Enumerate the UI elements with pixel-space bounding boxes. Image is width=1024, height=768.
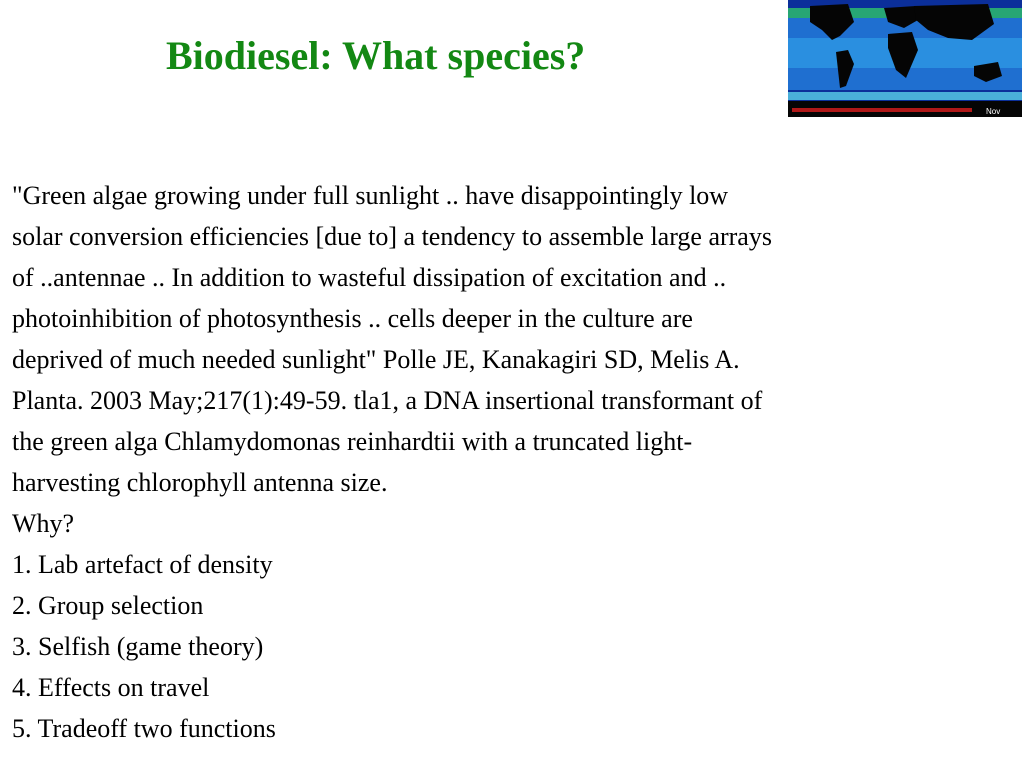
reason-item: 5. Tradeoff two functions	[12, 714, 276, 743]
quote-line: harvesting chlorophyll antenna size.	[12, 468, 388, 497]
quote-line: deprived of much needed sunlight" Polle JE, Kanakagiri SD, Melis A.	[12, 345, 740, 374]
slide-title: Biodiesel: What species?	[166, 33, 586, 78]
quote-line: the green alga Chlamydomonas reinhardtii with a truncated light-	[12, 427, 693, 456]
quote-line: Planta. 2003 May;217(1):49-59. tla1, a DNA insertional transformant of	[12, 386, 763, 415]
map-month-label: Nov	[986, 107, 1001, 116]
reason-item: 4. Effects on travel	[12, 673, 210, 702]
slide-body	[12, 175, 1017, 749]
reason-item: 2. Group selection	[12, 591, 204, 620]
quote-line: "Green algae growing under full sunlight .. have disappointingly low	[12, 181, 729, 210]
satellite-map-image	[788, 0, 1022, 117]
quote-line: photoinhibition of photosynthesis .. cells deeper in the culture are	[12, 304, 693, 333]
reason-item: 1. Lab artefact of density	[12, 550, 273, 579]
quote-line: of ..antennae .. In addition to wasteful dissipation of excitation and ..	[12, 263, 727, 292]
quote-line: solar conversion efficiencies [due to] a tendency to assemble large arrays	[12, 222, 772, 251]
question-text: Why?	[12, 509, 75, 538]
ocean-color-map-graphic	[788, 0, 1022, 117]
reason-item: 3. Selfish (game theory)	[12, 632, 264, 661]
